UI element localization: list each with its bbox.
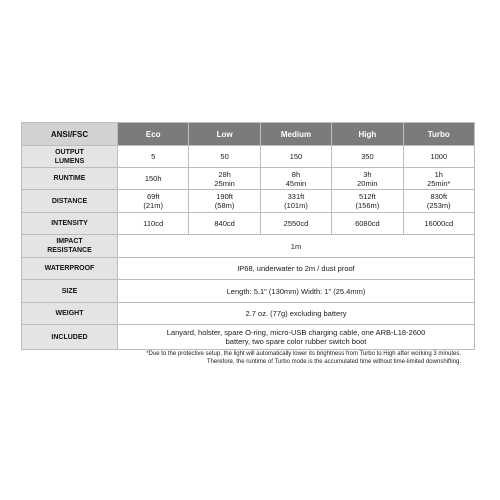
row-label-weight: WEIGHT [22, 303, 118, 325]
row-label-output: OUTPUT LUMENS [22, 146, 118, 168]
header-row [22, 123, 475, 146]
row-label-included: INCLUDED [22, 325, 118, 350]
distance-low: 190ft (58m) [189, 190, 260, 213]
header-mode-turbo: Turbo [403, 123, 474, 146]
row-waterproof [22, 258, 475, 280]
distance-high: 512ft (156m) [332, 190, 403, 213]
row-label-size: SIZE [22, 280, 118, 303]
distance-turbo: 830ft (253m) [403, 190, 474, 213]
weight-value: 2.7 oz. (77g) excluding battery [118, 303, 475, 325]
included-value: Lanyard, holster, spare O-ring, micro-USB charging cable, one ARB-L18-2600 battery, two spare color rubber switch boot [118, 325, 475, 350]
row-label-distance: DISTANCE [22, 190, 118, 213]
distance-eco: 69ft (21m) [118, 190, 189, 213]
header-mode-eco: Eco [118, 123, 189, 146]
runtime-medium: 8h 45min [260, 168, 331, 190]
row-label-intensity: INTENSITY [22, 213, 118, 235]
intensity-high: 6080cd [332, 213, 403, 235]
header-ansi-fsc: ANSI/FSC [22, 123, 118, 146]
intensity-turbo: 16000cd [403, 213, 474, 235]
waterproof-value: IP68, underwater to 2m / dust proof [118, 258, 475, 280]
row-size [22, 280, 475, 303]
row-weight [22, 303, 475, 325]
footnote-line-1: *Due to the protective setup, the light will automatically lower its brightness from Turbo to High after working 3 minutes. [146, 351, 461, 357]
row-label-runtime: RUNTIME [22, 168, 118, 190]
turbo-footnote [21, 350, 461, 366]
runtime-low: 28h 25min [189, 168, 260, 190]
row-runtime [22, 168, 475, 190]
runtime-high: 3h 20min [332, 168, 403, 190]
impact-value: 1m [118, 235, 475, 258]
specs-table-container [21, 122, 475, 350]
header-mode-high: High [332, 123, 403, 146]
intensity-low: 840cd [189, 213, 260, 235]
row-distance [22, 190, 475, 213]
intensity-eco: 110cd [118, 213, 189, 235]
specs-table [21, 122, 475, 350]
intensity-medium: 2550cd [260, 213, 331, 235]
row-intensity [22, 213, 475, 235]
row-included [22, 325, 475, 350]
row-label-waterproof: WATERPROOF [22, 258, 118, 280]
footnote-line-2: Therefore, the runtime of Turbo mode is the accumulated time without time-limited downshifting. [206, 359, 461, 365]
output-turbo: 1000 [403, 146, 474, 168]
size-value: Length: 5.1" (130mm) Width: 1" (25.4mm) [118, 280, 475, 303]
header-mode-low: Low [189, 123, 260, 146]
output-eco: 5 [118, 146, 189, 168]
output-high: 350 [332, 146, 403, 168]
header-mode-medium: Medium [260, 123, 331, 146]
output-low: 50 [189, 146, 260, 168]
runtime-eco: 150h [118, 168, 189, 190]
distance-medium: 331ft (101m) [260, 190, 331, 213]
row-impact-resistance [22, 235, 475, 258]
row-label-impact: IMPACT RESISTANCE [22, 235, 118, 258]
output-medium: 150 [260, 146, 331, 168]
runtime-turbo: 1h 25min* [403, 168, 474, 190]
row-output-lumens [22, 146, 475, 168]
